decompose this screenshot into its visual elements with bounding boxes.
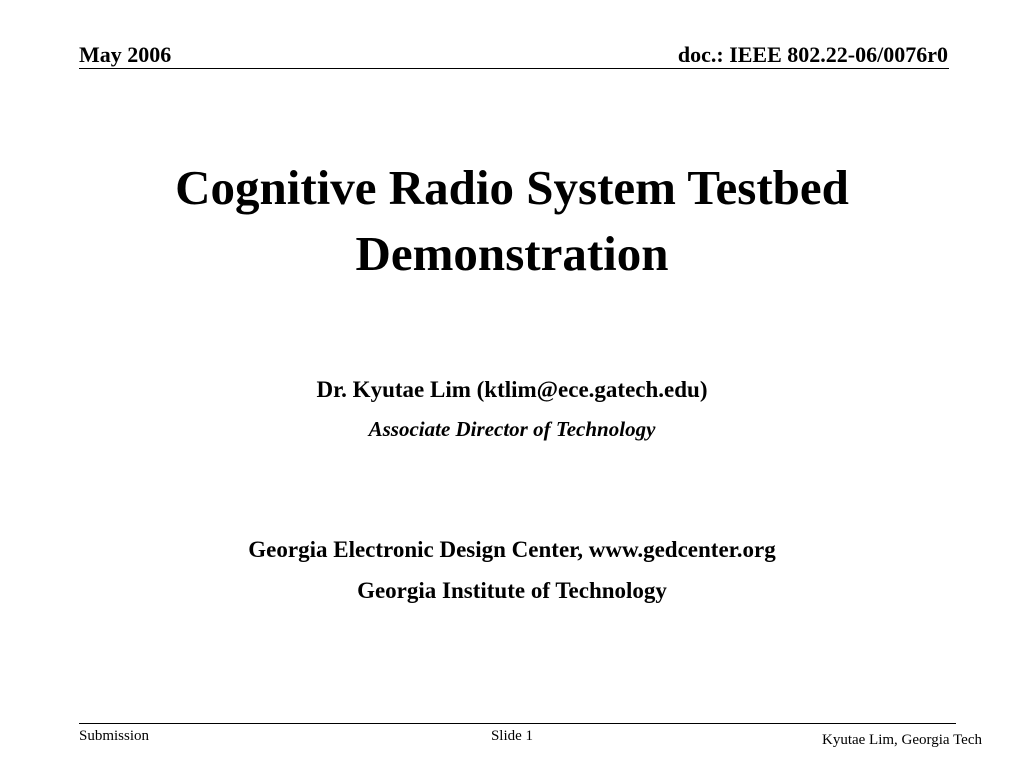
footer-author: Kyutae Lim, Georgia Tech bbox=[821, 732, 982, 748]
header-date: May 2006 bbox=[79, 42, 172, 67]
slide-title-line-2: Demonstration bbox=[355, 226, 669, 281]
organization-center: Georgia Electronic Design Center, www.gedcenter.org bbox=[248, 537, 776, 562]
footer-divider bbox=[79, 723, 956, 724]
author-name: Dr. Kyutae Lim (ktlim@ece.gatech.edu) bbox=[316, 377, 708, 402]
footer-submission: Submission bbox=[79, 728, 150, 744]
author-role: Associate Director of Technology bbox=[368, 417, 656, 441]
slide-title bbox=[60, 155, 964, 287]
header-divider bbox=[79, 68, 949, 69]
header-doc-id: doc.: IEEE 802.22-06/0076r0 bbox=[677, 42, 948, 67]
slide-title-line-1: Cognitive Radio System Testbed bbox=[175, 160, 849, 215]
organization-institute: Georgia Institute of Technology bbox=[357, 578, 667, 603]
footer-slide-number: Slide 1 bbox=[490, 728, 534, 744]
